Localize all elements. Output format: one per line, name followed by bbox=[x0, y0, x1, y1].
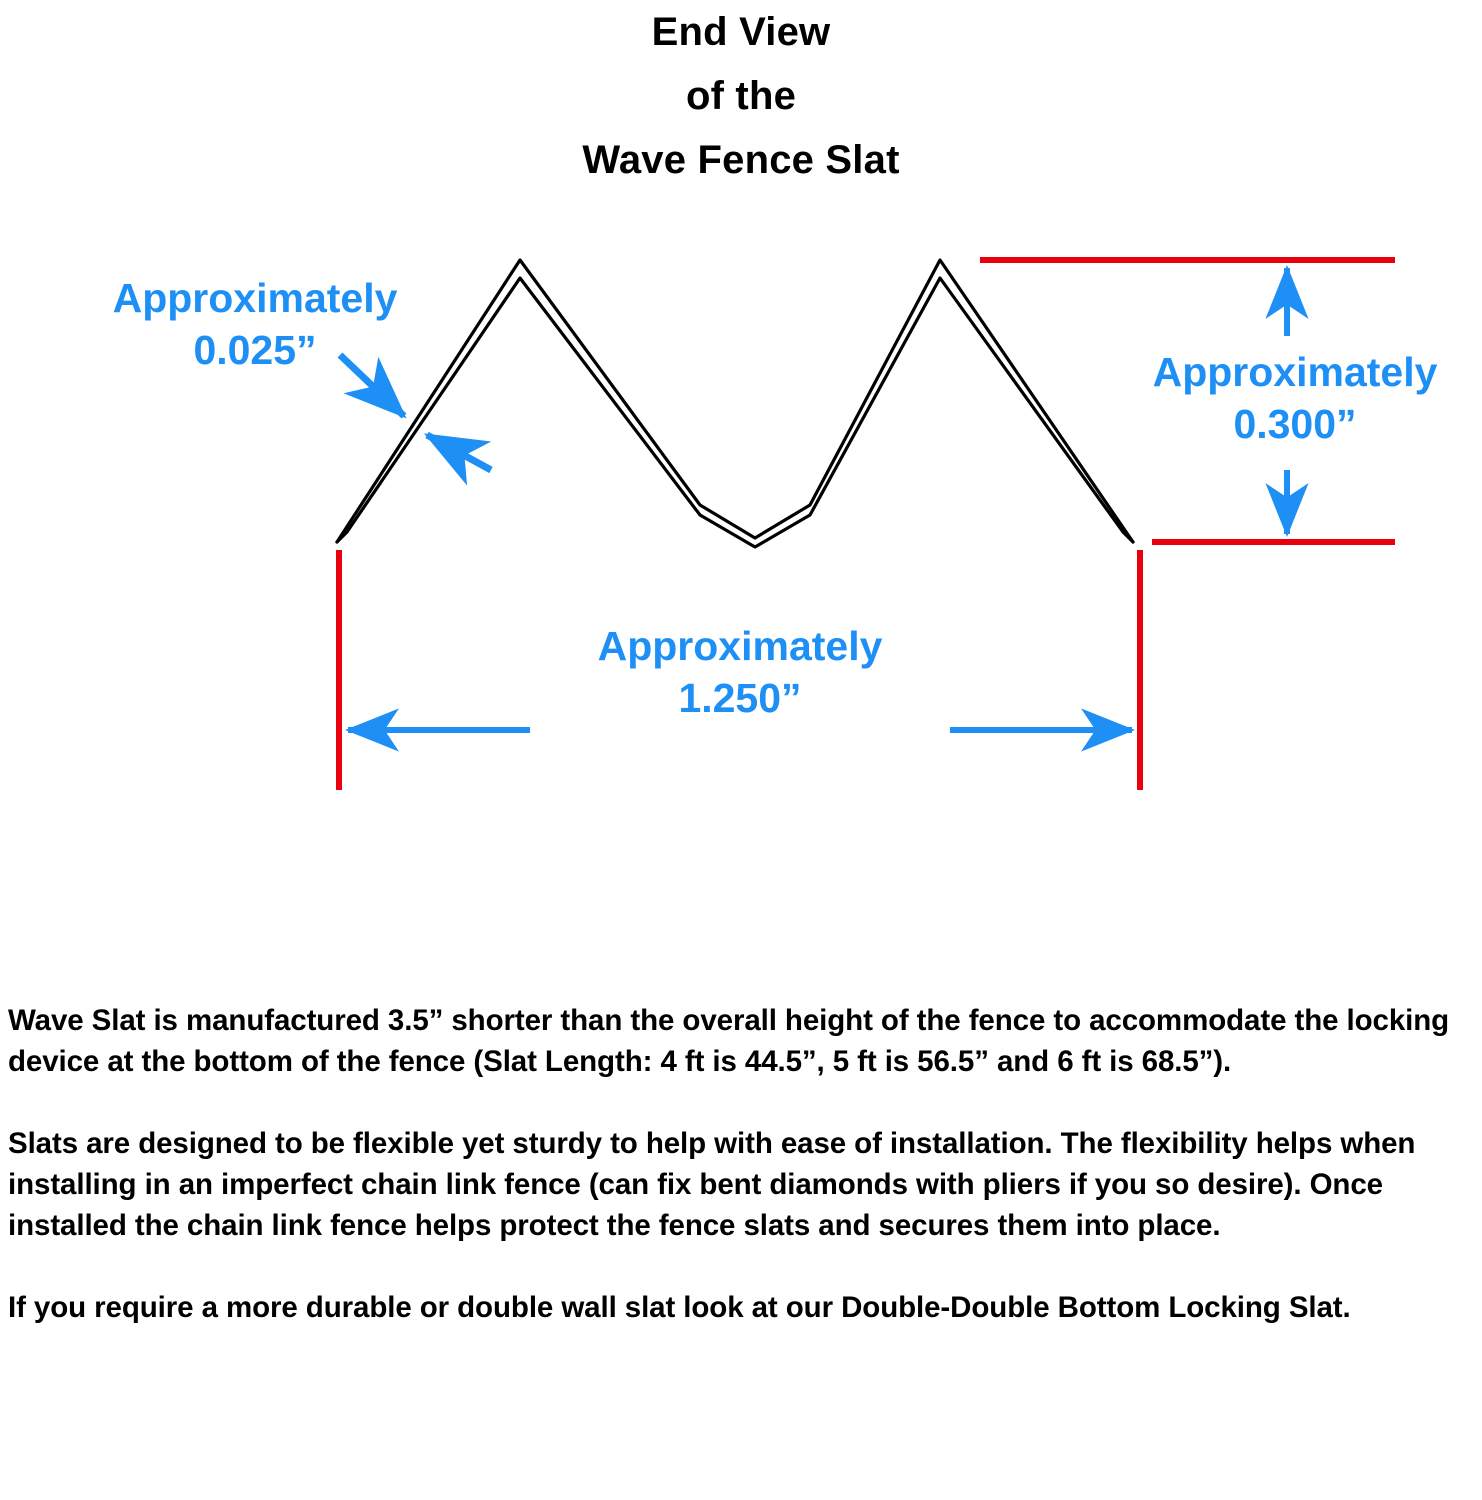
wave-slat-diagram bbox=[0, 220, 1482, 820]
slat-profile bbox=[337, 260, 1133, 547]
paragraph-manufacturing: Wave Slat is manufactured 3.5” shorter than the overall height of the fence to accommodate the locking device at the bottom of the fence (Slat Length: 4 ft is 44.5”, 5 ft is 56.5” and 6 ft is 68.5”). bbox=[8, 1004, 1450, 1078]
thickness-dimension-label bbox=[60, 272, 450, 376]
thickness-arrow-inner bbox=[427, 435, 491, 470]
title-line-1: End View bbox=[651, 10, 831, 54]
thickness-label-line1: Approximately bbox=[112, 275, 398, 321]
page-title bbox=[0, 0, 1482, 192]
paragraph-flexibility: Slats are designed to be flexible yet sturdy to help with ease of installation. The flexibility helps when installing in an imperfect chain link fence (can fix bent diamonds with pliers if you so desire). Once installed the chain link fence helps protect the fence slats and secures them into place. bbox=[8, 1127, 1416, 1242]
width-label-line1: Approximately bbox=[597, 623, 883, 669]
description-text bbox=[8, 1000, 1458, 1328]
height-label-line2: 0.300” bbox=[1233, 401, 1357, 447]
title-line-2: of the bbox=[685, 74, 797, 118]
width-label-line2: 1.250” bbox=[678, 675, 802, 721]
width-dimension-label bbox=[545, 620, 935, 724]
paragraph-upsell: If you require a more durable or double wall slat look at our Double-Double Bottom Locking Slat. bbox=[8, 1291, 1351, 1324]
thickness-label-line2: 0.025” bbox=[193, 327, 317, 373]
title-line-3: Wave Fence Slat bbox=[582, 138, 900, 182]
height-label-line1: Approximately bbox=[1152, 349, 1438, 395]
height-dimension-label bbox=[1105, 346, 1482, 450]
